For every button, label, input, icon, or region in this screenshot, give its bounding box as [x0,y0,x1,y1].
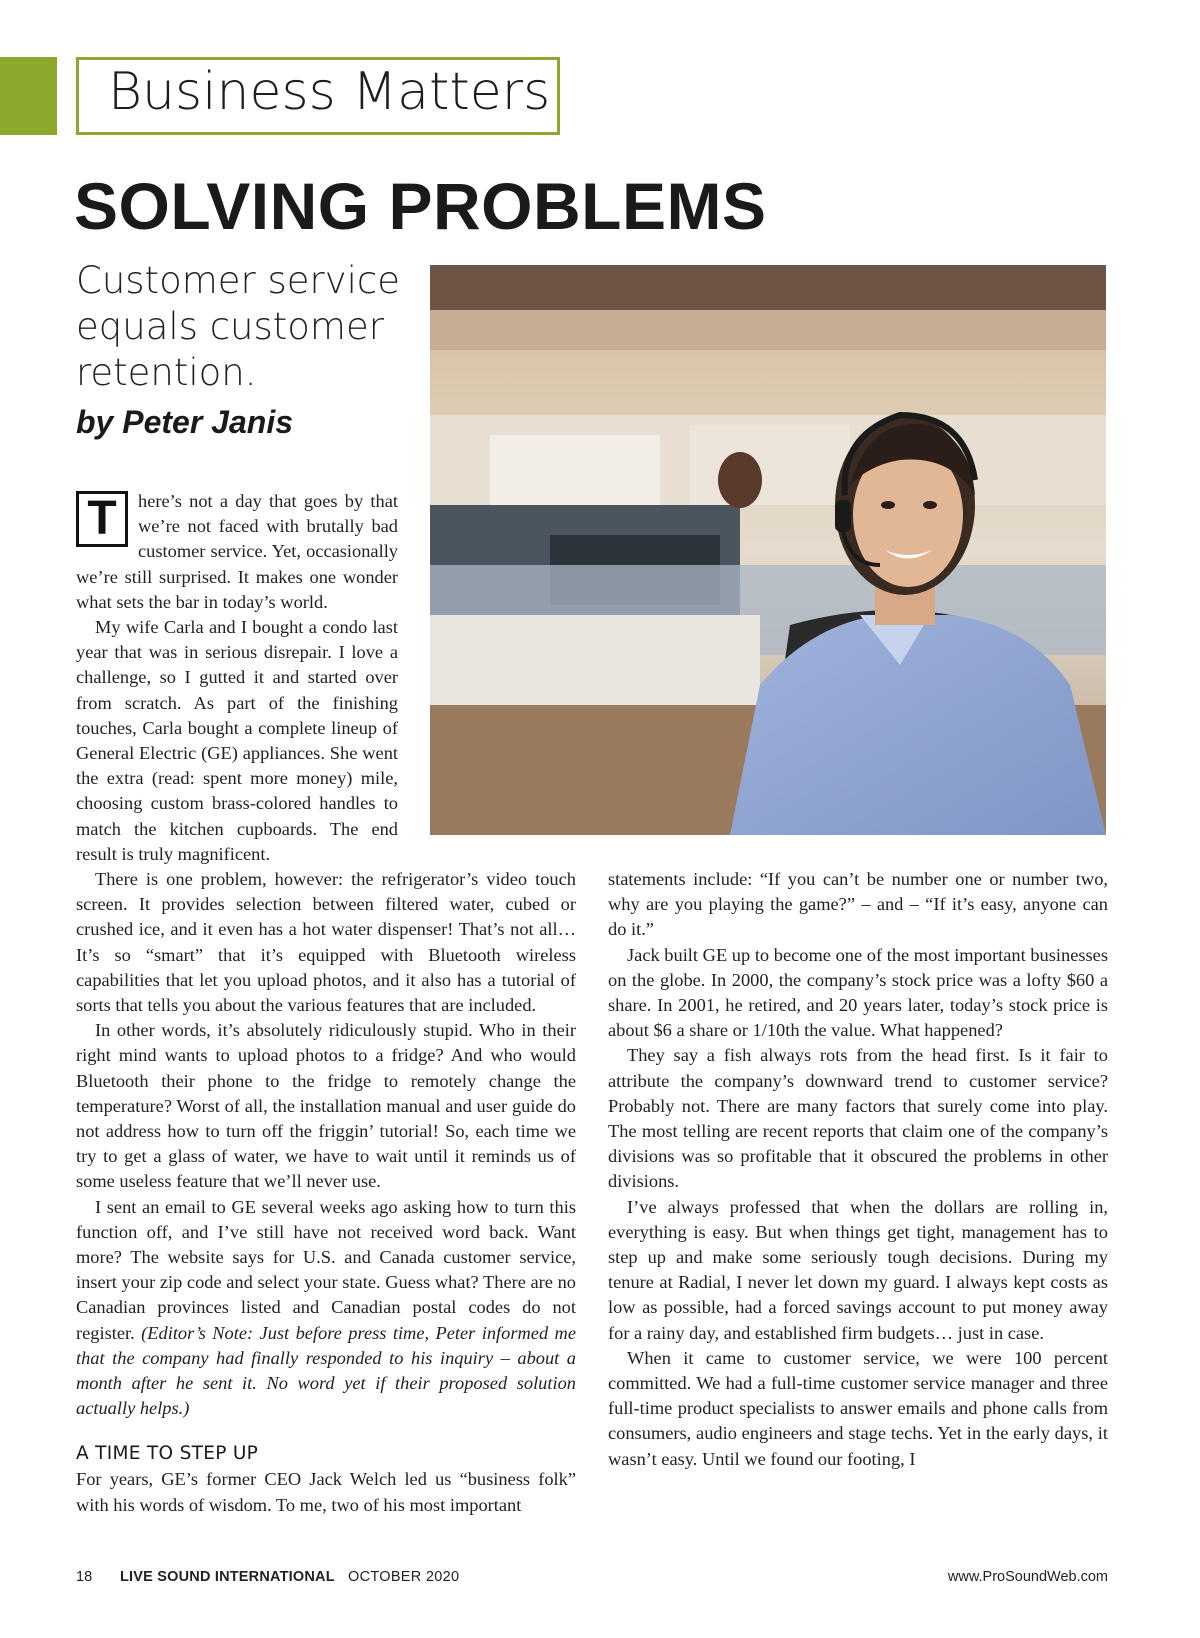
col1-paragraph-1: There is one problem, however: the refrigerator’s video touch screen. It provides selection between filtered water, cubed or crushed ice, and it even has a hot water dispenser! That’s not all… It’s so “smart” that it’s equipped with Bluetooth wireless capabilities that let you upload photos, and it also has a tutorial of sorts that tells you about the various features that are included. [76,869,576,1016]
col1-paragraph-4: For years, GE’s former CEO Jack Welch led us “business folk” with his words of wisdom. To me, two of his most important [76,1469,576,1515]
issue-date: OCTOBER 2020 [348,1569,460,1585]
dropcap-letter: T [76,491,128,547]
page-number: 18 [76,1569,93,1585]
col2-paragraph-5: When it came to customer service, we were 100 percent committed. We had a full-time customer service manager and three full-time product specialists to answer emails and phone calls from consumers, audio engineers and stage techs. Yet in the early days, it wasn’t easy. Until we found our footing, I [608,1347,1108,1469]
article-photo [430,265,1106,835]
col2-paragraph-2: Jack built GE up to become one of the most important businesses on the globe. In 2000, the company’s stock price was a lofty $60 a share. In 2001, he retired, and 20 years later, today’s stock price is about $6 a share or 1/10th the value. What happened? [608,944,1108,1041]
intro-text [76,489,398,867]
section-title: Business Matters [108,62,551,122]
editors-note: (Editor’s Note: Just before press time, Peter informed me that the company had finally responded to his inquiry – about a month after he sent it. No word yet if their proposed solution actually helps.) [76,1322,576,1419]
intro-paragraph-1: here’s not a day that goes by that we’re not faced with brutally bad customer service. Yet, occasionally we’re still surprised. It makes one wonder what sets the bar in today’s world. [76,491,398,612]
article-byline: by Peter Janis [76,404,293,440]
col1-paragraph-3 [76,1195,576,1422]
col2-paragraph-4: I’ve always professed that when the dollars are rolling in, everything is easy. But when things get tight, management has to step up and make some seriously tough decisions. During my tenure at Radial, I never let down my guard. I always kept costs as low as possible, had a forced savings account to put money away for a rainy day, and established firm budgets… just in case. [608,1196,1108,1343]
article-deck: Customer service equals customer retention. [76,259,401,394]
col2-paragraph-1: statements include: “If you can’t be number one or number two, why are you playing the game?” – and – “If it’s easy, anyone can do it.” [608,869,1108,940]
subhead-time-to-step-up: A TIME TO STEP UP [76,1443,259,1465]
col1-paragraph-2: In other words, it’s absolutely ridiculously stupid. Who in their right mind wants to upload photos to a fridge? And who would Bluetooth their phone to the fridge to remotely change the temperature? Worst of all, the installation manual and user guide do not address how to turn off the friggin’ tutorial! So, each time we try to get a glass of water, we have to wait until it reminds us of some useless feature that we’ll never use. [76,1020,576,1192]
article-headline: SOLVING PROBLEMS [74,169,767,243]
article-column-1 [76,867,576,1518]
col1-paragraph-3-text: I sent an email to GE several weeks ago asking how to turn this function off, and I’ve still have not received word back. Want more? The website says for U.S. and Canada customer service, insert your zip code and select your state. Guess what? There are no Canadian provinces listed and Canadian postal codes do not register. [76,1196,576,1343]
website-link[interactable]: www.ProSoundWeb.com [947,1569,1108,1585]
publication-name: LIVE SOUND INTERNATIONAL [120,1569,335,1585]
intro-paragraph-2: My wife Carla and I bought a condo last year that was in serious disrepair. I love a challenge, so I gutted it and started over from scratch. As part of the finishing touches, Carla bought a complete lineup of General Electric (GE) appliances. She went the extra (read: spent more money) mile, choosing custom brass-colored handles to match the kitchen cupboards. The end result is truly magnificent. [76,617,398,864]
col2-paragraph-3: They say a fish always rots from the head first. Is it fair to attribute the company’s downward trend to customer service? Probably not. There are many factors that surely come into play. The most telling are recent reports that claim one of the company’s divisions was so profitable that it obscured the problems in other divisions. [608,1045,1108,1192]
customer-service-agent-photo [430,265,1106,835]
page-footer [76,1569,1108,1591]
article-column-2 [608,867,1108,1472]
section-accent-bar [0,57,57,135]
